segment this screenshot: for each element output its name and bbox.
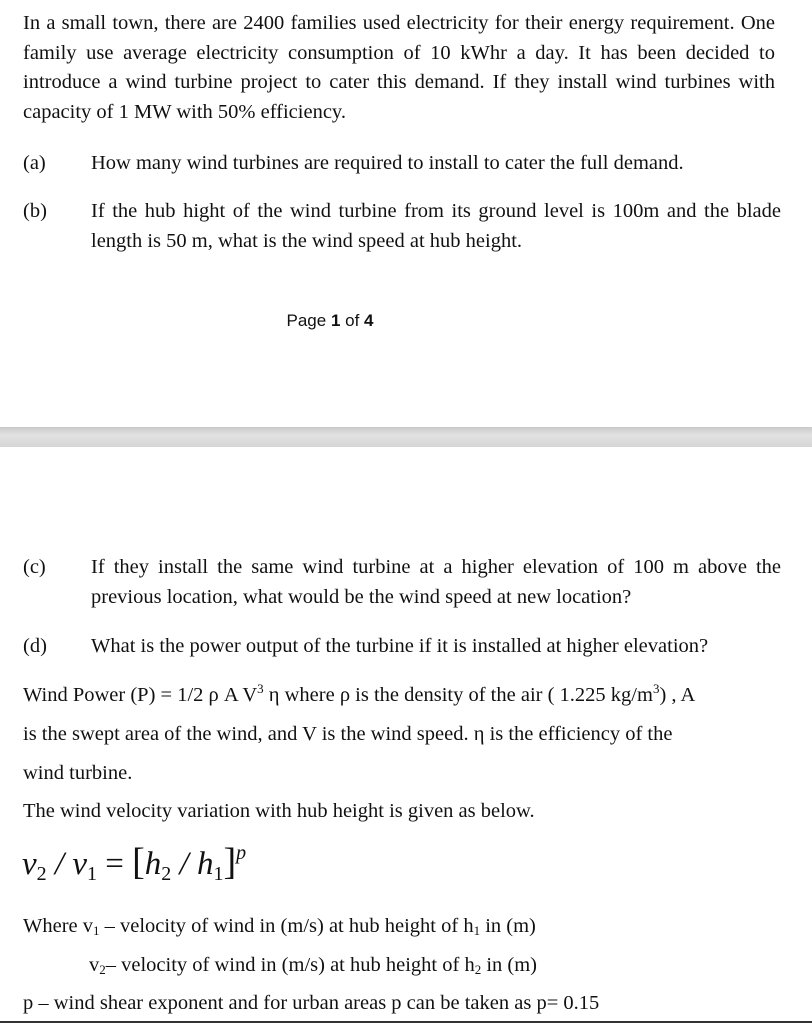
question-text-a: How many wind turbines are required to install to cater the full demand.	[91, 152, 684, 174]
question-text-d: What is the power output of the turbine if it is installed at higher elevation?	[91, 635, 709, 657]
question-label-b: (b)	[23, 200, 47, 222]
question-label-c: (c)	[23, 556, 46, 578]
intro-paragraph: In a small town, there are 2400 families used electricity for their energy requirement. One family use average electricity consumption of 10 kWhr a day. It has been decided to introduce a wind turbine project to cater this demand. If they install wind turbines with capacity of 1 MW with 50% efficiency.	[23, 12, 775, 123]
wind-shear-formula: $v_2 / v_1 = [h_2 / h_1]^p$	[22, 841, 247, 885]
question-text-b: If the hub hight of the wind turbine from its ground level is 100m and the blade length is 50 m, what is the wind speed at hub height.	[91, 200, 781, 252]
page-footer: Page 1 of 4	[286, 311, 374, 330]
where-line-2: $v_2-$ velocity of wind in (m/s) at hub height of $h_2$ in (m)	[89, 954, 537, 977]
wind-power-line-1: Wind Power (P) = 1/2 ρ A $V^3$ η where ρ is the density of the air ( 1.225 $kg/m^3$) , A	[23, 681, 696, 706]
wind-power-line-3: wind turbine.	[23, 762, 133, 784]
where-line-1: Where $v_1$ – velocity of wind in (m/s) at hub height of $h_1$ in (m)	[23, 915, 536, 938]
wind-power-line-2: is the swept area of the wind, and V is the wind speed. η is the efficiency of the	[23, 723, 673, 745]
variation-text: The wind velocity variation with hub height is given as below.	[23, 800, 535, 822]
page-bottom-border	[0, 1021, 812, 1023]
document-page-2	[0, 447, 812, 1024]
question-label-d: (d)	[23, 635, 47, 657]
page-separator	[0, 427, 812, 447]
question-text-c: If they install the same wind turbine at a higher elevation of 100 m above the previous location, what would be the wind speed at new location?	[91, 556, 781, 608]
where-line-3: p – wind shear exponent and for urban areas p can be taken as p= 0.15	[23, 992, 600, 1014]
document-page-1	[0, 0, 812, 427]
question-label-a: (a)	[23, 152, 46, 174]
